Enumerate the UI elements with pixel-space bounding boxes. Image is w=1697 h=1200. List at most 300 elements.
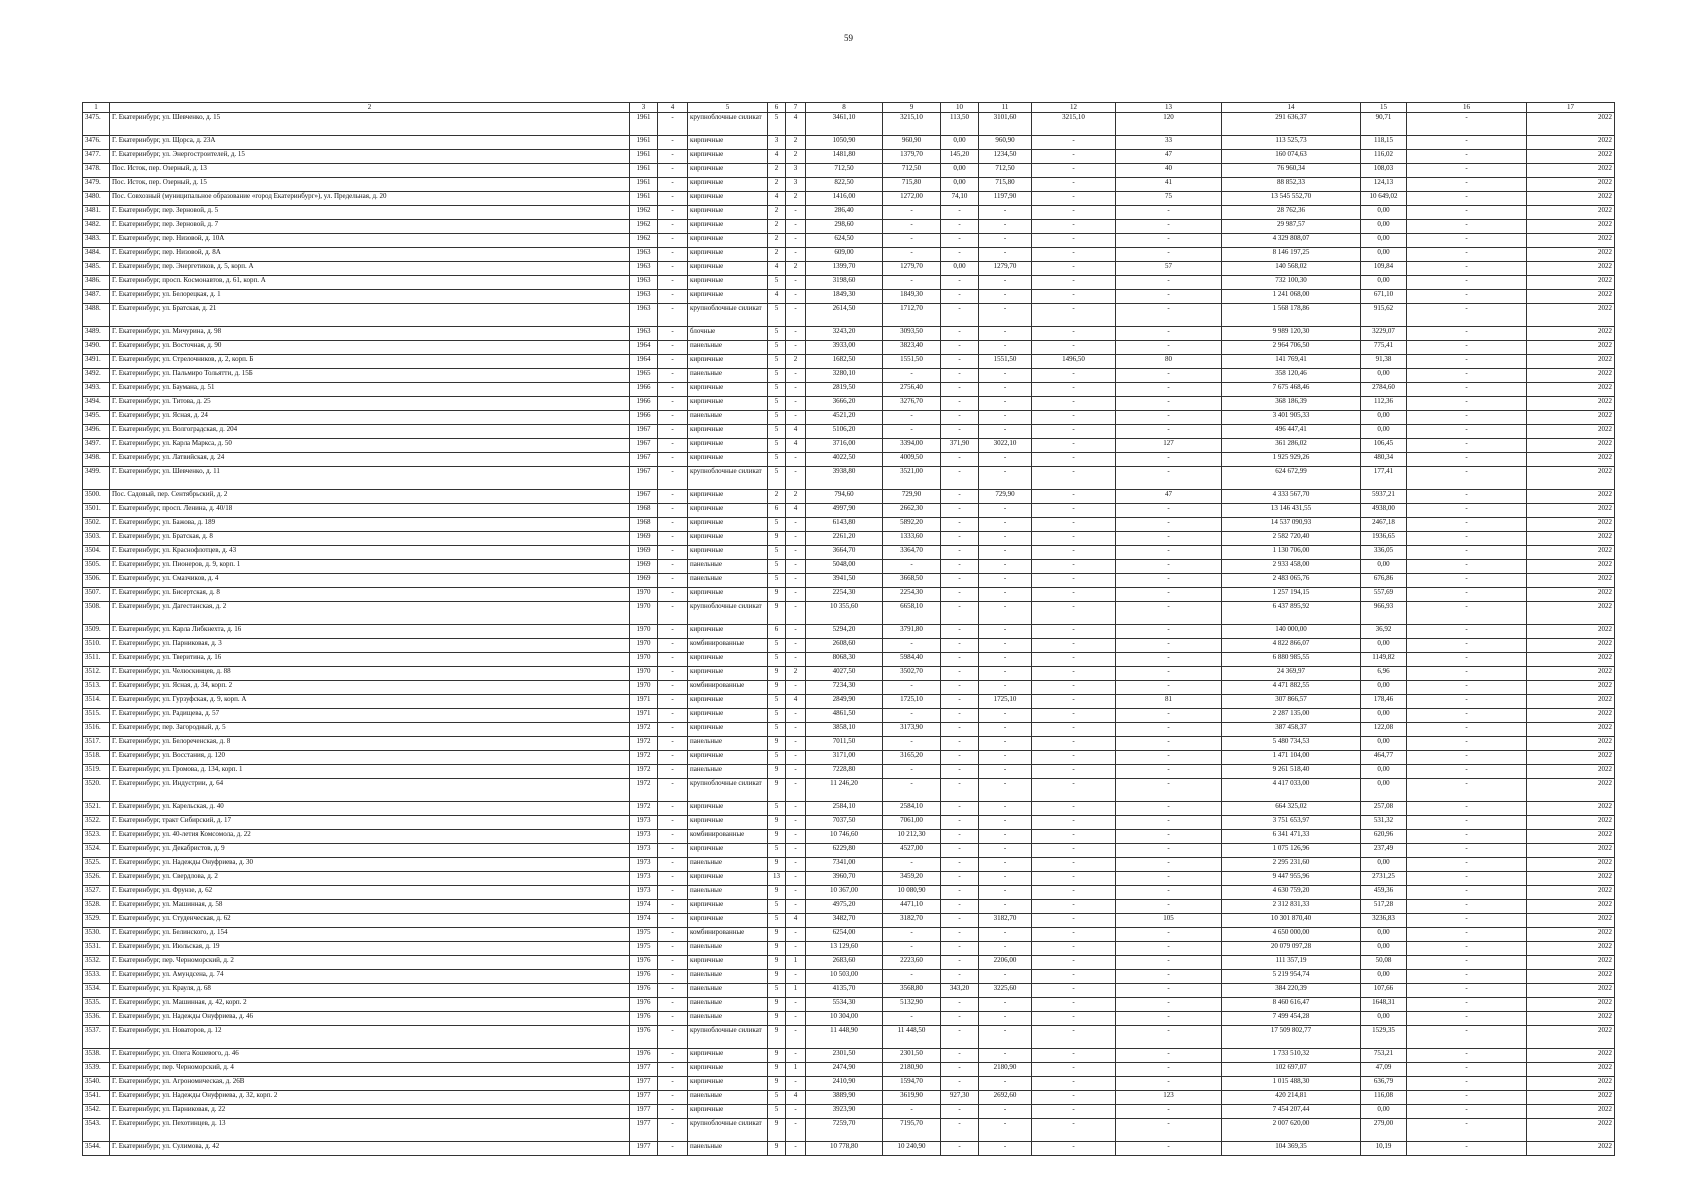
year-planned-cell: 2022: [1527, 490, 1615, 504]
area-cell: -: [979, 397, 1032, 411]
year-planned-cell: 2022: [1527, 588, 1615, 602]
cell-cell: -: [1407, 816, 1527, 830]
cost-cell: 2 295 231,60: [1222, 858, 1361, 872]
area-cell: -: [1032, 602, 1116, 625]
year-planned-cell: 2022: [1527, 248, 1615, 262]
year-planned-cell: 2022: [1527, 178, 1615, 192]
area-cell: 145,20: [941, 150, 979, 164]
cell-cell: -: [1407, 341, 1527, 355]
floors-cell: 9: [768, 970, 786, 984]
year-built-cell: 1963: [630, 262, 658, 276]
wall-material-cell: кирпичные: [688, 355, 768, 369]
cell-cell: -: [1407, 970, 1527, 984]
area-cell: -: [941, 900, 979, 914]
area-cell: -: [941, 1142, 979, 1156]
row-number-cell: 3514.: [83, 695, 110, 709]
year-planned-cell: 2022: [1527, 998, 1615, 1012]
cost-cell: 8 146 197,25: [1222, 248, 1361, 262]
floors-cell: 5: [768, 802, 786, 816]
area-cell: -: [979, 1142, 1032, 1156]
area-cell: -: [1032, 425, 1116, 439]
area-cell: -: [941, 858, 979, 872]
cost-per-sqm-cell: 0,00: [1361, 220, 1407, 234]
table-row: [83, 984, 1615, 998]
address-cell: Г. Екатеринбург, пер. Зерновой, д. 5: [110, 206, 630, 220]
area-cell: -: [979, 206, 1032, 220]
area-cell: -: [979, 467, 1032, 490]
living-area-cell: -: [883, 276, 941, 290]
entrances-cell: 2: [786, 136, 806, 150]
cost-cell: 29 987,57: [1222, 220, 1361, 234]
total-area-cell: 2410,90: [806, 1077, 883, 1091]
residents-cell: 57: [1116, 262, 1222, 276]
area-cell: 3182,70: [979, 914, 1032, 928]
floors-cell: 4: [768, 290, 786, 304]
cell-cell: -: [1407, 844, 1527, 858]
cost-cell: 5 219 954,74: [1222, 970, 1361, 984]
cell-cell: -: [658, 453, 688, 467]
table-row: [83, 830, 1615, 844]
year-planned-cell: 2022: [1527, 1012, 1615, 1026]
year-planned-cell: 2022: [1527, 602, 1615, 625]
wall-material-cell: кирпичные: [688, 220, 768, 234]
area-cell: -: [979, 653, 1032, 667]
column-number-cell: 7: [786, 103, 806, 113]
table-row: [83, 956, 1615, 970]
address-cell: Г. Екатеринбург, ул. Свердлова, д. 2: [110, 872, 630, 886]
total-area-cell: 2614,50: [806, 304, 883, 327]
total-area-cell: 1050,90: [806, 136, 883, 150]
area-cell: -: [979, 1049, 1032, 1063]
cell-cell: -: [1407, 383, 1527, 397]
total-area-cell: 3171,00: [806, 751, 883, 765]
row-number-cell: 3476.: [83, 136, 110, 150]
area-cell: 712,50: [979, 164, 1032, 178]
cell-cell: -: [1407, 248, 1527, 262]
entrances-cell: 4: [786, 113, 806, 136]
residents-cell: -: [1116, 1026, 1222, 1049]
area-cell: -: [1032, 206, 1116, 220]
cell-cell: -: [658, 341, 688, 355]
total-area-cell: 1682,50: [806, 355, 883, 369]
year-planned-cell: 2022: [1527, 355, 1615, 369]
cost-per-sqm-cell: 4938,00: [1361, 504, 1407, 518]
table-row: [83, 639, 1615, 653]
cost-per-sqm-cell: 108,03: [1361, 164, 1407, 178]
address-cell: Г. Екатеринбург, ул. Шевченко, д. 11: [110, 467, 630, 490]
cell-cell: -: [658, 546, 688, 560]
living-area-cell: 3182,70: [883, 914, 941, 928]
year-planned-cell: 2022: [1527, 830, 1615, 844]
table-row: [83, 1077, 1615, 1091]
wall-material-cell: панельные: [688, 886, 768, 900]
row-number-cell: 3542.: [83, 1105, 110, 1119]
address-cell: Пос. Исток, пер. Озерный, д. 13: [110, 164, 630, 178]
total-area-cell: 794,60: [806, 490, 883, 504]
year-built-cell: 1970: [630, 625, 658, 639]
cell-cell: -: [1407, 178, 1527, 192]
cell-cell: -: [658, 192, 688, 206]
wall-material-cell: панельные: [688, 1142, 768, 1156]
cost-cell: 2 964 706,50: [1222, 341, 1361, 355]
cost-cell: 1 471 104,00: [1222, 751, 1361, 765]
entrances-cell: -: [786, 802, 806, 816]
cost-per-sqm-cell: 90,71: [1361, 113, 1407, 136]
table-row: [83, 942, 1615, 956]
address-cell: Г. Екатеринбург, ул. Щорса, д. 23А: [110, 136, 630, 150]
floors-cell: 5: [768, 751, 786, 765]
area-cell: -: [979, 970, 1032, 984]
entrances-cell: -: [786, 532, 806, 546]
page-number: 59: [844, 33, 853, 43]
living-area-cell: 1725,10: [883, 695, 941, 709]
floors-cell: 5: [768, 1105, 786, 1119]
row-number-cell: 3478.: [83, 164, 110, 178]
cell-cell: -: [658, 1091, 688, 1105]
column-number-cell: 8: [806, 103, 883, 113]
residents-cell: -: [1116, 625, 1222, 639]
wall-material-cell: комбинированные: [688, 830, 768, 844]
cell-cell: -: [1407, 1077, 1527, 1091]
cell-cell: -: [658, 914, 688, 928]
cost-cell: 8 460 616,47: [1222, 998, 1361, 1012]
total-area-cell: 2849,90: [806, 695, 883, 709]
column-number-cell: 13: [1116, 103, 1222, 113]
year-built-cell: 1974: [630, 900, 658, 914]
area-cell: -: [979, 1105, 1032, 1119]
entrances-cell: -: [786, 397, 806, 411]
cost-per-sqm-cell: 257,08: [1361, 802, 1407, 816]
area-cell: -: [941, 383, 979, 397]
year-built-cell: 1976: [630, 1026, 658, 1049]
year-built-cell: 1977: [630, 1119, 658, 1142]
cell-cell: -: [1407, 928, 1527, 942]
cost-cell: 3 751 653,97: [1222, 816, 1361, 830]
row-number-cell: 3513.: [83, 681, 110, 695]
address-cell: Пос. Садовый, пер. Сентябрьский, д. 2: [110, 490, 630, 504]
cell-cell: -: [1407, 998, 1527, 1012]
total-area-cell: 2261,20: [806, 532, 883, 546]
cell-cell: -: [1407, 723, 1527, 737]
entrances-cell: -: [786, 830, 806, 844]
year-built-cell: 1969: [630, 574, 658, 588]
cost-cell: 7 675 468,46: [1222, 383, 1361, 397]
entrances-cell: 4: [786, 1091, 806, 1105]
year-built-cell: 1973: [630, 816, 658, 830]
year-built-cell: 1962: [630, 206, 658, 220]
wall-material-cell: кирпичные: [688, 206, 768, 220]
year-built-cell: 1966: [630, 397, 658, 411]
total-area-cell: 3243,20: [806, 327, 883, 341]
floors-cell: 5: [768, 397, 786, 411]
cell-cell: -: [658, 998, 688, 1012]
floors-cell: 9: [768, 830, 786, 844]
cell-cell: -: [658, 439, 688, 453]
floors-cell: 5: [768, 844, 786, 858]
area-cell: -: [1032, 327, 1116, 341]
address-cell: Г. Екатеринбург, ул. Громова, д. 134, корп. 1: [110, 765, 630, 779]
wall-material-cell: кирпичные: [688, 1063, 768, 1077]
entrances-cell: -: [786, 369, 806, 383]
residents-cell: 41: [1116, 178, 1222, 192]
residents-cell: -: [1116, 248, 1222, 262]
row-number-cell: 3489.: [83, 327, 110, 341]
entrances-cell: -: [786, 765, 806, 779]
living-area-cell: -: [883, 737, 941, 751]
cell-cell: -: [1407, 546, 1527, 560]
wall-material-cell: кирпичные: [688, 546, 768, 560]
floors-cell: 2: [768, 164, 786, 178]
floors-cell: 5: [768, 653, 786, 667]
table-row: [83, 355, 1615, 369]
area-cell: -: [1032, 984, 1116, 998]
year-built-cell: 1967: [630, 467, 658, 490]
living-area-cell: -: [883, 234, 941, 248]
wall-material-cell: комбинированные: [688, 681, 768, 695]
floors-cell: 9: [768, 928, 786, 942]
area-cell: -: [941, 397, 979, 411]
cost-per-sqm-cell: 5937,21: [1361, 490, 1407, 504]
floors-cell: 9: [768, 858, 786, 872]
address-cell: Г. Екатеринбург, ул. Карельская, д. 40: [110, 802, 630, 816]
table-row: [83, 667, 1615, 681]
residents-cell: -: [1116, 858, 1222, 872]
year-built-cell: 1963: [630, 304, 658, 327]
year-planned-cell: 2022: [1527, 695, 1615, 709]
total-area-cell: 4861,50: [806, 709, 883, 723]
cell-cell: -: [1407, 914, 1527, 928]
cell-cell: -: [658, 136, 688, 150]
area-cell: -: [979, 709, 1032, 723]
year-built-cell: 1977: [630, 1077, 658, 1091]
living-area-cell: 3215,10: [883, 113, 941, 136]
total-area-cell: 3941,50: [806, 574, 883, 588]
address-cell: Пос. Совхозный (муниципальное образование «город Екатеринбург»), ул. Предельная, д. 20: [110, 192, 630, 206]
cell-cell: -: [1407, 560, 1527, 574]
year-planned-cell: 2022: [1527, 914, 1615, 928]
area-cell: -: [941, 588, 979, 602]
total-area-cell: 3664,70: [806, 546, 883, 560]
area-cell: 3225,60: [979, 984, 1032, 998]
area-cell: -: [941, 956, 979, 970]
residents-cell: -: [1116, 453, 1222, 467]
entrances-cell: 2: [786, 150, 806, 164]
residents-cell: -: [1116, 872, 1222, 886]
entrances-cell: -: [786, 886, 806, 900]
address-cell: Г. Екатеринбург, ул. Агрономическая, д. 26В: [110, 1077, 630, 1091]
total-area-cell: 2474,90: [806, 1063, 883, 1077]
area-cell: -: [979, 276, 1032, 290]
entrances-cell: -: [786, 588, 806, 602]
residents-cell: -: [1116, 709, 1222, 723]
address-cell: Г. Екатеринбург, тракт Сибирский, д. 17: [110, 816, 630, 830]
table-row: [83, 341, 1615, 355]
floors-cell: 9: [768, 602, 786, 625]
cost-per-sqm-cell: 124,13: [1361, 178, 1407, 192]
year-planned-cell: 2022: [1527, 532, 1615, 546]
area-cell: -: [979, 681, 1032, 695]
area-cell: -: [979, 574, 1032, 588]
entrances-cell: -: [786, 304, 806, 327]
area-cell: -: [1032, 178, 1116, 192]
year-planned-cell: 2022: [1527, 984, 1615, 998]
cost-per-sqm-cell: 0,00: [1361, 411, 1407, 425]
column-number-cell: 1: [83, 103, 110, 113]
cost-per-sqm-cell: 116,02: [1361, 150, 1407, 164]
floors-cell: 5: [768, 467, 786, 490]
address-cell: Г. Екатеринбург, ул. Ясная, д. 24: [110, 411, 630, 425]
table-row: [83, 327, 1615, 341]
total-area-cell: 822,50: [806, 178, 883, 192]
cell-cell: -: [658, 234, 688, 248]
floors-cell: 5: [768, 560, 786, 574]
year-built-cell: 1964: [630, 355, 658, 369]
cell-cell: -: [658, 639, 688, 653]
cost-cell: 496 447,41: [1222, 425, 1361, 439]
cell-cell: -: [658, 518, 688, 532]
area-cell: -: [979, 900, 1032, 914]
table-row: [83, 113, 1615, 136]
cell-cell: -: [658, 1049, 688, 1063]
cell-cell: -: [658, 532, 688, 546]
table-row: [83, 1063, 1615, 1077]
residents-cell: -: [1116, 411, 1222, 425]
living-area-cell: 3394,00: [883, 439, 941, 453]
cell-cell: -: [1407, 1063, 1527, 1077]
table-row: [83, 560, 1615, 574]
cell-cell: -: [658, 928, 688, 942]
wall-material-cell: кирпичные: [688, 1077, 768, 1091]
row-number-cell: 3486.: [83, 276, 110, 290]
area-cell: -: [979, 327, 1032, 341]
area-cell: 343,20: [941, 984, 979, 998]
area-cell: -: [941, 290, 979, 304]
residents-cell: -: [1116, 998, 1222, 1012]
area-cell: -: [979, 453, 1032, 467]
cost-cell: 2 582 720,40: [1222, 532, 1361, 546]
row-number-cell: 3481.: [83, 206, 110, 220]
total-area-cell: 298,60: [806, 220, 883, 234]
area-cell: -: [941, 998, 979, 1012]
wall-material-cell: кирпичные: [688, 709, 768, 723]
row-number-cell: 3522.: [83, 816, 110, 830]
cell-cell: -: [1407, 304, 1527, 327]
row-number-cell: 3501.: [83, 504, 110, 518]
address-cell: Г. Екатеринбург, ул. Братская, д. 21: [110, 304, 630, 327]
area-cell: -: [1032, 150, 1116, 164]
cost-per-sqm-cell: 279,00: [1361, 1119, 1407, 1142]
residents-cell: -: [1116, 341, 1222, 355]
cell-cell: -: [658, 779, 688, 802]
living-area-cell: 1551,50: [883, 355, 941, 369]
cost-per-sqm-cell: 336,05: [1361, 546, 1407, 560]
year-built-cell: 1976: [630, 1012, 658, 1026]
row-number-cell: 3524.: [83, 844, 110, 858]
row-number-cell: 3504.: [83, 546, 110, 560]
wall-material-cell: кирпичные: [688, 425, 768, 439]
living-area-cell: 10 080,90: [883, 886, 941, 900]
area-cell: -: [941, 518, 979, 532]
floors-cell: 2: [768, 248, 786, 262]
cost-per-sqm-cell: 459,36: [1361, 886, 1407, 900]
area-cell: -: [1032, 1049, 1116, 1063]
total-area-cell: 10 503,00: [806, 970, 883, 984]
total-area-cell: 7341,00: [806, 858, 883, 872]
living-area-cell: -: [883, 681, 941, 695]
cell-cell: -: [1407, 136, 1527, 150]
cost-per-sqm-cell: 480,34: [1361, 453, 1407, 467]
table-row: [83, 546, 1615, 560]
cost-cell: 141 769,41: [1222, 355, 1361, 369]
entrances-cell: -: [786, 681, 806, 695]
residents-cell: -: [1116, 467, 1222, 490]
floors-cell: 5: [768, 723, 786, 737]
residents-cell: 120: [1116, 113, 1222, 136]
cell-cell: -: [1407, 206, 1527, 220]
cost-cell: 17 509 802,77: [1222, 1026, 1361, 1049]
table-row: [83, 490, 1615, 504]
area-cell: -: [979, 588, 1032, 602]
area-cell: -: [941, 504, 979, 518]
cell-cell: -: [1407, 276, 1527, 290]
entrances-cell: -: [786, 816, 806, 830]
entrances-cell: -: [786, 970, 806, 984]
cell-cell: -: [1407, 1091, 1527, 1105]
area-cell: 729,90: [979, 490, 1032, 504]
table-row: [83, 779, 1615, 802]
year-planned-cell: 2022: [1527, 411, 1615, 425]
cost-cell: 24 369,97: [1222, 667, 1361, 681]
row-number-cell: 3534.: [83, 984, 110, 998]
area-cell: -: [1032, 276, 1116, 290]
table-row: [83, 1012, 1615, 1026]
residents-cell: -: [1116, 802, 1222, 816]
cost-cell: 291 636,37: [1222, 113, 1361, 136]
area-cell: 0,00: [941, 262, 979, 276]
residents-cell: -: [1116, 369, 1222, 383]
cost-cell: 160 074,63: [1222, 150, 1361, 164]
year-planned-cell: 2022: [1527, 369, 1615, 383]
cost-per-sqm-cell: 464,77: [1361, 751, 1407, 765]
year-built-cell: 1962: [630, 220, 658, 234]
year-planned-cell: 2022: [1527, 546, 1615, 560]
entrances-cell: -: [786, 751, 806, 765]
year-built-cell: 1966: [630, 383, 658, 397]
residents-cell: -: [1116, 1077, 1222, 1091]
wall-material-cell: кирпичные: [688, 695, 768, 709]
living-area-cell: -: [883, 709, 941, 723]
wall-material-cell: крупноблочные силикат: [688, 304, 768, 327]
address-cell: Г. Екатеринбург, ул. Амундсена, д. 74: [110, 970, 630, 984]
table-row: [83, 998, 1615, 1012]
entrances-cell: 2: [786, 667, 806, 681]
cost-per-sqm-cell: 636,79: [1361, 1077, 1407, 1091]
residents-cell: -: [1116, 737, 1222, 751]
wall-material-cell: кирпичные: [688, 490, 768, 504]
area-cell: -: [941, 304, 979, 327]
living-area-cell: 11 448,50: [883, 1026, 941, 1049]
year-planned-cell: 2022: [1527, 858, 1615, 872]
wall-material-cell: кирпичные: [688, 667, 768, 681]
living-area-cell: -: [883, 1012, 941, 1026]
cost-cell: 5 480 734,53: [1222, 737, 1361, 751]
living-area-cell: 4527,00: [883, 844, 941, 858]
area-cell: -: [941, 779, 979, 802]
area-cell: -: [1032, 369, 1116, 383]
cost-per-sqm-cell: 112,36: [1361, 397, 1407, 411]
year-built-cell: 1967: [630, 425, 658, 439]
table-row: [83, 1026, 1615, 1049]
